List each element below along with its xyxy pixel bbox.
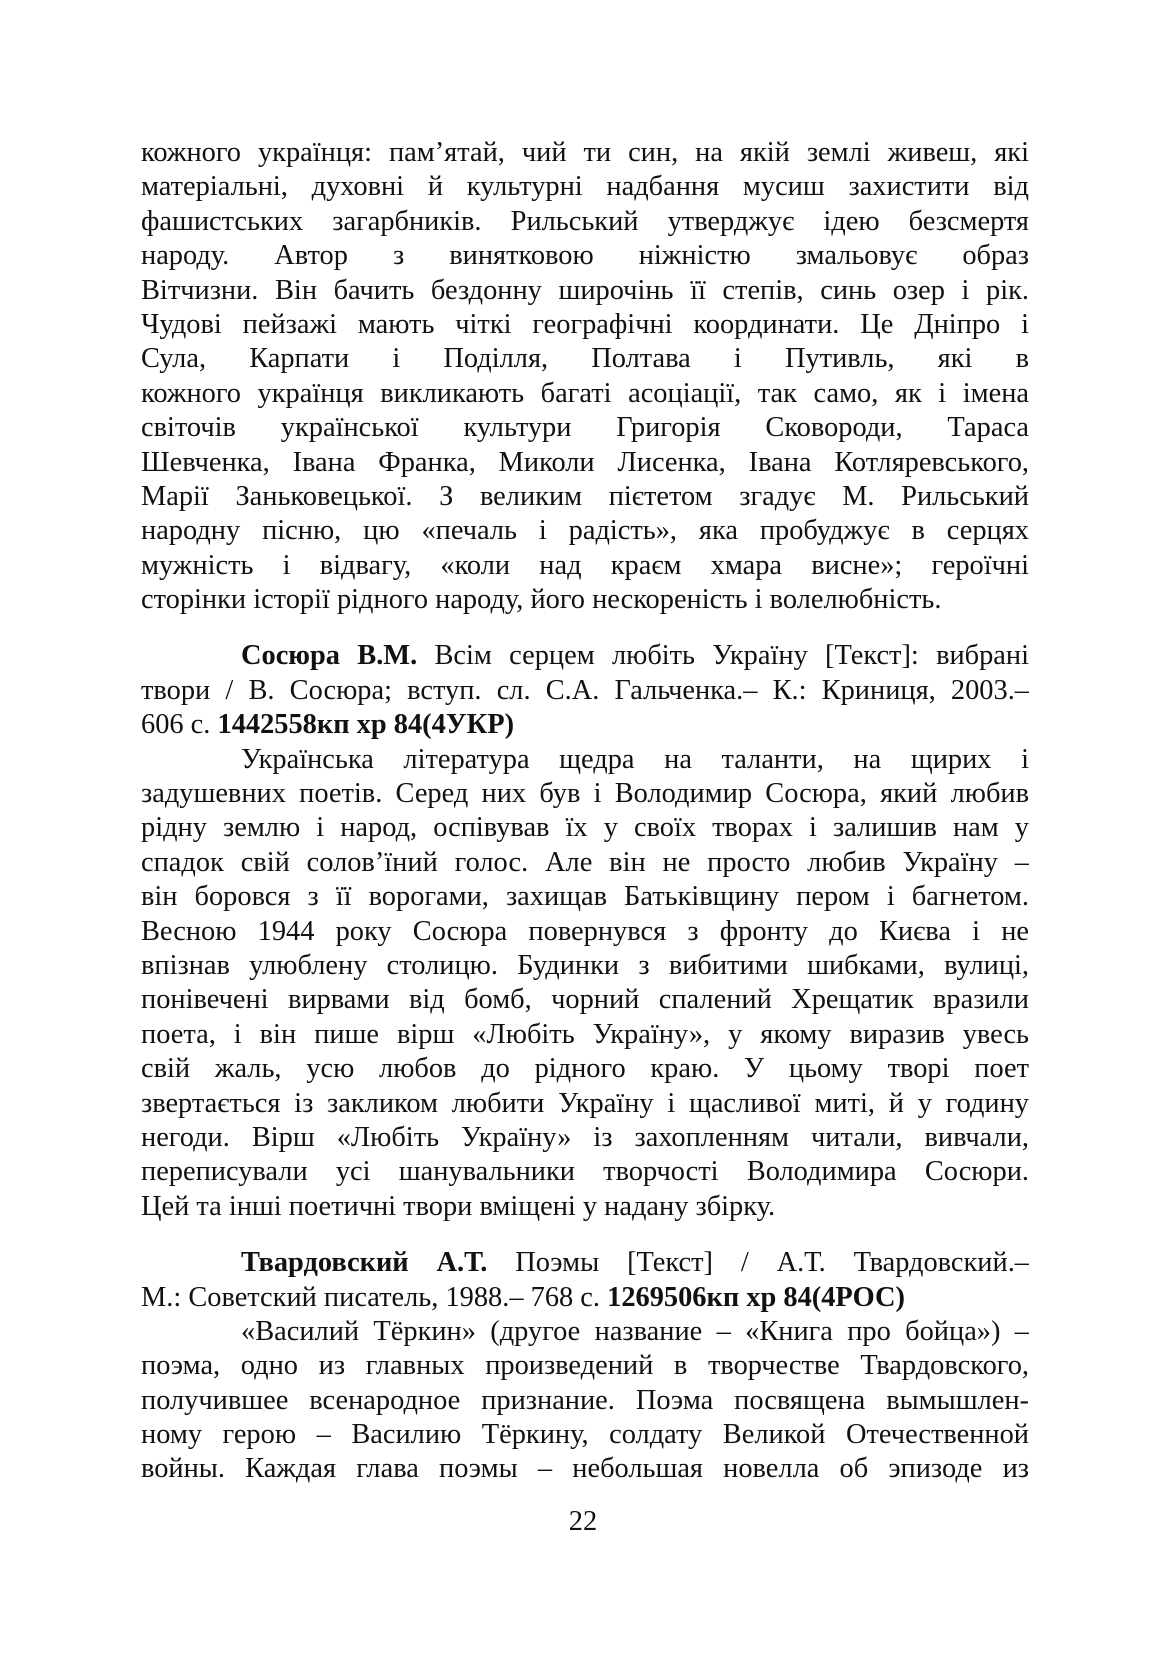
text-line: поэма, одно из главных произведений в творчестве Твардовского, bbox=[141, 1350, 1029, 1382]
entry-heading-line bbox=[141, 639, 1029, 673]
text-line: Шевченка, Івана Франка, Миколи Лисенка, Івана Котляревського, bbox=[141, 446, 1029, 478]
text-line: переписували усі шанувальники творчості Володимира Сосюри. bbox=[141, 1156, 1029, 1188]
text-line: Вітчизни. Він бачить бездонну широчінь її степів, синь озер і рік. bbox=[141, 274, 1029, 306]
entry-title: Всім серцем любіть Україну [Текст]: вибрані bbox=[434, 640, 1029, 672]
text-line: поета, і він пише вірш «Любіть Україну», у якому виразив увесь bbox=[141, 1018, 1029, 1050]
entry-heading-line bbox=[141, 1246, 1029, 1280]
entry-author: Сосюра В.М. bbox=[241, 640, 418, 672]
text-line: сторінки історії рідного народу, його нескореність і волелюбність. bbox=[141, 584, 942, 616]
text-line: Цей та інші поетичні твори вміщені у надану збірку. bbox=[141, 1190, 776, 1222]
text-line: фашистських загарбників. Рильський утверджує ідею безсмертя bbox=[141, 205, 1029, 237]
text-line: «Василий Тёркин» (другое название – «Книга про бойца») – bbox=[241, 1315, 1029, 1347]
entry-pages: 606 с. bbox=[141, 709, 211, 741]
text-line: негоди. Вірш «Любіть Україну» із захопленням читали, вивчали, bbox=[141, 1121, 1029, 1153]
text-line: народу. Автор з винятковою ніжністю змальовує образ bbox=[141, 240, 1029, 272]
text-line: звертається із закликом любити Україну і щасливої миті, й у годину bbox=[141, 1087, 1029, 1119]
text-line: Сула, Карпати і Поділля, Полтава і Путивль, які в bbox=[141, 343, 1029, 375]
text-line: кожного українця викликають багаті асоціації, так само, як і імена bbox=[141, 377, 1029, 409]
text-line: получившее всенародное признание. Поэма посвящена вымышлен- bbox=[141, 1384, 1029, 1416]
entry-author: Твардовский А.Т. bbox=[241, 1247, 488, 1279]
text-line: Марії Заньковецької. З великим пієтетом згадує М. Рильський bbox=[141, 480, 1029, 512]
text-line: войны. Каждая глава поэмы – небольшая новелла об эпизоде из bbox=[141, 1453, 1029, 1485]
text-line: впізнав улюблену столицю. Будинки з вибитими шибками, вулиці, bbox=[141, 949, 1029, 981]
entry-call-number: 1442558кп хр 84(4УКР) bbox=[217, 709, 515, 741]
text-line: спадок свій солов’їний голос. Але він не просто любив Україну – bbox=[141, 846, 1029, 878]
document-page bbox=[141, 136, 1029, 1487]
text-line: задушевних поетів. Серед них був і Володимир Сосюра, який любив bbox=[141, 778, 1029, 810]
text-line: ному герою – Василию Тёркину, солдату Великой Отечественной bbox=[141, 1419, 1029, 1451]
text-line: мужність і відвагу, «коли над краєм хмара висне»; героїчні bbox=[141, 549, 1029, 581]
paragraph-terkin-annotation bbox=[141, 1315, 1029, 1487]
text-line: понівечені вирвами від бомб, чорний спалений Хрещатик вразили bbox=[141, 984, 1029, 1016]
bibliographic-entry-tvardovsky bbox=[141, 1246, 1029, 1315]
paragraph-rylsky-continued bbox=[141, 136, 1029, 617]
text-line: народну пісню, цю «печаль і радість», яка пробуджує в серцях bbox=[141, 515, 1029, 547]
entry-call-number: 1269506кп хр 84(4РОС) bbox=[607, 1281, 905, 1313]
text-line: кожного українця: пам’ятай, чий ти син, на якій землі живеш, які bbox=[141, 137, 1029, 168]
text-line: Українська література щедра на таланти, на щирих і bbox=[241, 743, 1029, 775]
text-line: свій жаль, усю любов до рідного краю. У цьому творі поет bbox=[141, 1053, 1029, 1085]
text-line: світочів української культури Григорія Сковороди, Тараса bbox=[141, 412, 1029, 444]
entry-title: Поэмы [Текст] / А.Т. Твардовский.– bbox=[515, 1247, 1029, 1279]
text-line: Чудові пейзажі мають чіткі географічні координати. Це Дніпро і bbox=[141, 308, 1029, 340]
text-line: матеріальні, духовні й культурні надбання мусиш захистити від bbox=[141, 171, 1029, 203]
entry-line bbox=[141, 708, 1029, 742]
text-line: Весною 1944 року Сосюра повернувся з фронту до Києва і не bbox=[141, 915, 1029, 947]
entry-publisher: М.: Советский писатель, 1988.– 768 с. bbox=[141, 1281, 601, 1313]
entry-line: твори / В. Сосюра; вступ. сл. С.А. Гальченка.– К.: Криниця, 2003.– bbox=[141, 674, 1029, 706]
text-line: він боровся з її ворогами, захищав Батьківщину пером і багнетом. bbox=[141, 881, 1029, 913]
entry-line bbox=[141, 1281, 1029, 1315]
text-line: рідну землю і народ, оспівував їх у своїх творах і залишив нам у bbox=[141, 812, 1029, 844]
paragraph-sosiura-annotation bbox=[141, 743, 1029, 1224]
page-number: 22 bbox=[568, 1506, 598, 1537]
bibliographic-entry-sosiura bbox=[141, 639, 1029, 742]
